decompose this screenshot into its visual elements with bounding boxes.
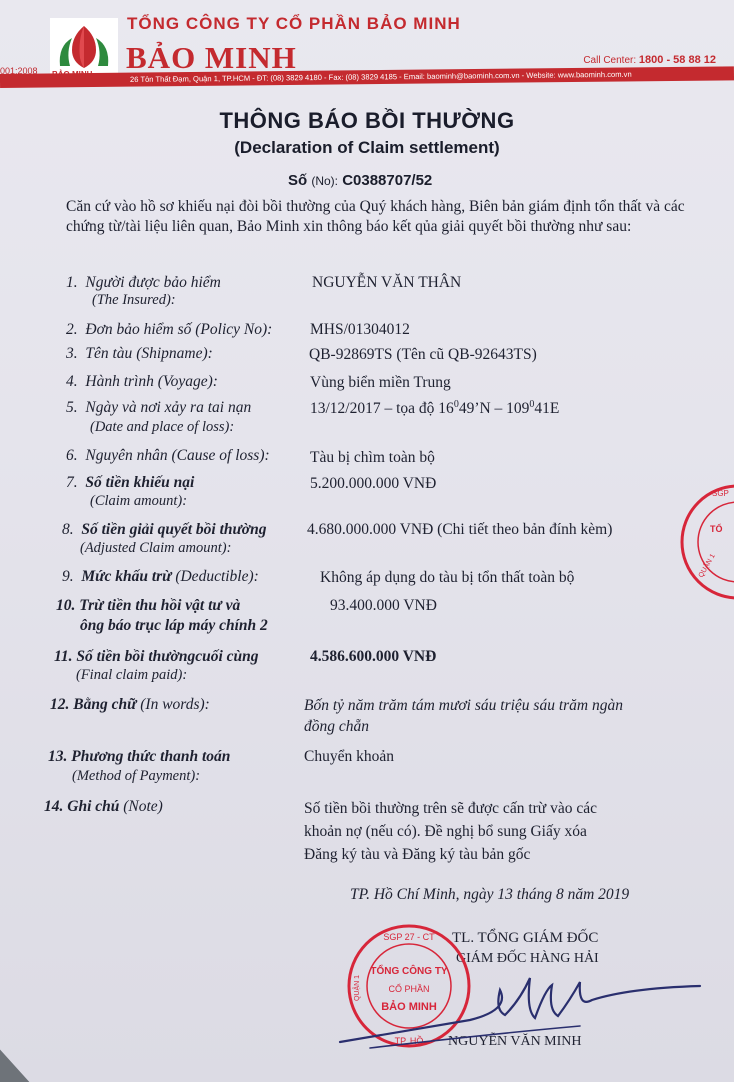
item-9-value: Không áp dụng do tàu bị tổn thất toàn bộ [320,569,575,586]
item-8-label: 8. Số tiền giải quyết bồi thường [62,521,267,538]
document-title: THÔNG BÁO BỒI THƯỜNG [219,108,515,133]
item-12-label: 12. Bằng chữ (In words): [50,696,210,713]
item-14-value: Số tiền bồi thường trên sẽ được cấn trừ vào các [304,800,597,817]
item-8-label-en: (Adjusted Claim amount): [80,540,232,556]
signer-role-1: TL. TỔNG GIÁM ĐỐC [452,930,599,946]
item-10-value: 93.400.000 VNĐ [330,597,437,614]
item-13-label-en: (Method of Payment): [72,768,201,784]
item-11-label: 11. Số tiền bồi thườngcuối cùng [54,648,259,665]
item-12-value: Bốn tỷ năm trăm tám mươi sáu triệu sáu trăm ngàn [304,697,623,714]
item-9-label: 9. Mức khấu trừ (Deductible): [62,568,259,585]
item-3-label: 3. Tên tàu (Shipname): [66,345,213,362]
item-1-label: 1. Người được bảo hiểm [66,274,221,291]
item-8-value: 4.680.000.000 VNĐ (Chi tiết theo bản đính kèm) [307,521,613,538]
signer-role-2: GIÁM ĐỐC HÀNG HẢI [456,951,599,966]
signer-name: NGUYỄN VĂN MINH [448,1034,582,1049]
item-4-label: 4. Hành trình (Voyage): [66,373,218,390]
item-13-label: 13. Phương thức thanh toán [48,748,231,765]
seal-bottom-text: TP. HỒ [394,1036,424,1046]
item-10-label: 10. Trừ tiền thu hồi vật tư và [56,597,241,614]
item-2-value: MHS/01304012 [310,321,410,338]
seal-left-text: QUẬN 1 [354,974,361,1002]
item-6-value: Tàu bị chìm toàn bộ [310,449,435,466]
seal-brand-text: BẢO MINH [381,1001,437,1013]
item-11-value: 4.586.600.000 VNĐ [310,648,437,665]
document-subtitle: (Declaration of Claim settlement) [234,138,500,157]
item-1-value: NGUYỄN VĂN THÂN [312,274,462,291]
call-center [583,54,716,66]
item-12-value-2: đồng chẵn [304,718,370,735]
place-date: TP. Hồ Chí Minh, ngày 13 tháng 8 năm 2019 [350,886,630,903]
item-4-value: Vùng biển miền Trung [310,374,451,391]
item-7-label-en: (Claim amount): [90,493,188,509]
item-14-value-2: khoản nợ (nếu có). Đề nghị bổ sung Giấy xóa [304,823,587,840]
call-center-label: Call Center: [583,55,637,66]
signature-icon [330,960,710,1060]
item-3-value: QB-92869TS (Tên cũ QB-92643TS) [309,346,537,363]
number-label-en: (No): [311,174,339,188]
item-10-label-2: ông báo trục láp máy chính 2 [80,617,268,634]
item-7-label: 7. Số tiền khiếu nại [66,474,195,491]
item-11-label-en: (Final claim paid): [76,667,188,683]
item-14-label: 14. Ghi chú (Note) [44,798,163,815]
item-5-value: 13/12/2017 – tọa độ $16^049’N - 109^041E$ [310,399,560,418]
item-13-value: Chuyển khoản [304,748,394,765]
side-seal-sgp: SGP [712,489,729,498]
seal-type-text: CỔ PHẦN [388,984,430,994]
item-5-label: 5. Ngày và nơi xảy ra tai nạn [66,399,252,416]
company-line: TỔNG CÔNG TY CỔ PHẦN BẢO MINH [127,14,461,33]
side-seal-icon [672,478,734,608]
document-number [288,172,432,189]
side-seal-district: QUẬN 1 [697,552,717,579]
item-5-label-en: (Date and place of loss): [90,419,235,435]
seal-company-text: TỔNG CÔNG TY [370,966,448,977]
item-7-value: 5.200.000.000 VNĐ [310,475,437,492]
seal-top-text: SGP 27 - CT [383,932,435,942]
item-14-value-3: Đăng ký tàu và Đăng ký tàu bản gốc [304,846,531,863]
number-label: Số [288,172,308,189]
side-seal-text: TỔ [710,524,723,534]
call-center-number: 1800 - 58 88 12 [638,54,716,66]
item-2-label: 2. Đơn bảo hiểm số (Policy No): [66,321,273,338]
item-6-label: 6. Nguyên nhân (Cause of loss): [66,447,270,464]
number-value: C0388707/52 [342,172,433,189]
iso-cert-label: 001:2008 [0,66,38,76]
brand-name: BẢO MINH [126,40,297,75]
address-line: 26 Tôn Thất Đạm, Quận 1, TP.HCM - ĐT: (08) 3829 4180 - Fax: (08) 3829 4185 - Email: baominh@baominh.com.vn - Website: www.baominh.com.vn [129,69,632,84]
item-1-label-en: (The Insured): [92,292,176,308]
intro-paragraph: Căn cứ vào hồ sơ khiếu nại đòi bồi thường của Quý khách hàng, Biên bản giám định tổn thất và các chứng từ/tài liệu liên quan, Bảo Minh xin thông báo kết qủa giải quyết bồi thường như sau: [66,198,685,235]
